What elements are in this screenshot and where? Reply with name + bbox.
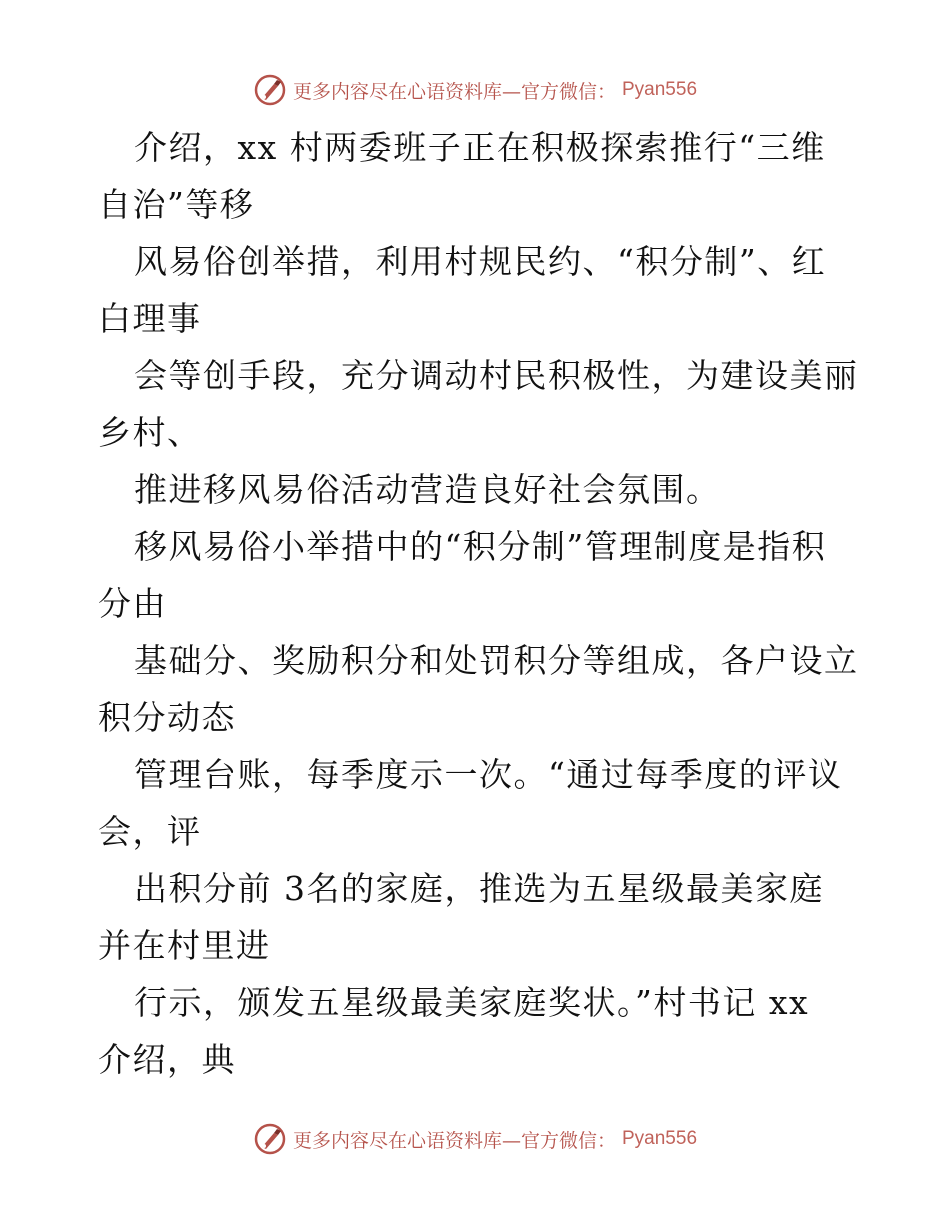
text-line: 介绍，xx 村两委班子正在积极探索推行“三维	[134, 128, 826, 167]
pen-logo-icon	[253, 1122, 287, 1156]
text-line: 行示，颁发五星级最美家庭奖状。”村书记 xx	[134, 983, 810, 1022]
text-line: 乡村、	[98, 413, 202, 452]
text-line: 推进移风易俗活动营造良好社会氛围。	[134, 470, 721, 509]
text-line: 移风易俗小举措中的“积分制”管理制度是指积	[134, 527, 827, 566]
text-line: 基础分、奖励积分和处罚积分等组成，各户设立	[134, 641, 858, 680]
watermark-text: 更多内容尽在心语资料库—官方微信：	[292, 1129, 616, 1152]
text-line: 积分动态	[98, 698, 236, 737]
text-line: 出积分前 3名的家庭，推选为五星级最美家庭	[134, 869, 824, 908]
header-watermark	[0, 70, 950, 110]
text-line: 介绍，典	[98, 1040, 236, 1079]
watermark-wechat-id: Pyan556	[622, 79, 698, 100]
text-line: 会，评	[98, 812, 202, 851]
document-body	[98, 119, 858, 1088]
text-line: 管理台账，每季度示一次。“通过每季度的评议	[134, 755, 843, 794]
text-line: 并在村里进	[98, 926, 271, 965]
watermark-wechat-id: Pyan556	[622, 1128, 698, 1149]
footer-watermark	[0, 1119, 950, 1159]
text-line: 分由	[98, 584, 167, 623]
pen-logo-icon	[253, 73, 287, 107]
text-line: 会等创手段，充分调动村民积极性，为建设美丽	[134, 356, 858, 395]
watermark-text: 更多内容尽在心语资料库—官方微信：	[292, 80, 616, 103]
text-line: 自治”等移	[98, 185, 255, 224]
text-line: 风易俗创举措，利用村规民约、“积分制”、红	[134, 242, 827, 281]
text-line: 白理事	[98, 299, 202, 338]
